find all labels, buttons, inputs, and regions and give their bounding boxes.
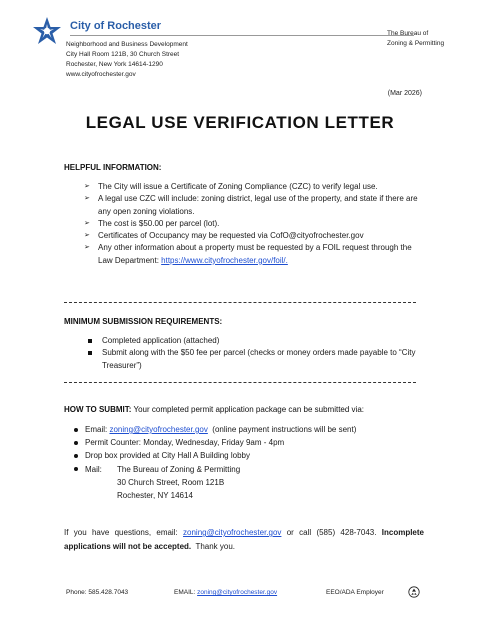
list-item: Permit Counter: Monday, Wednesday, Friday 9am - 4pm — [74, 436, 424, 449]
footer-email: EMAIL: zoning@cityofrochester.gov — [174, 589, 278, 596]
arrow-bullet-icon: ➢ — [84, 219, 90, 227]
arrow-bullet-icon: ➢ — [84, 232, 90, 240]
bullet-icon — [74, 441, 78, 445]
bullet-icon — [74, 467, 78, 471]
email-link[interactable]: zoning@cityofrochester.gov — [197, 589, 278, 596]
list-item: ➢ The City will issue a Certificate of Zoning Compliance (CZC) to verify legal use. — [84, 181, 424, 193]
section-divider — [64, 302, 416, 303]
list-item: Submit along with the $50 fee per parcel (checks or money orders made payable to “City Treasurer”) — [88, 347, 418, 372]
bureau-line: The Bureau of — [387, 30, 429, 37]
list-item: ➢ Any other information about a property must be requested by a FOIL request through the Law Department: https://www.cityofrochester.gov/foil/. — [84, 243, 412, 265]
document-date: (Mar 2026) — [387, 90, 422, 97]
list-item: ➢ Certificates of Occupancy may be requested via CofO@cityofrochester.gov — [84, 230, 424, 242]
submission-methods-list — [74, 423, 424, 502]
dept-website[interactable]: www.cityofrochester.gov — [66, 71, 136, 78]
warning-text: Incomplete applications will not be accepted. — [64, 528, 424, 551]
city-logo-icon — [30, 16, 64, 50]
page-title: LEGAL USE VERIFICATION LETTER — [85, 113, 395, 132]
list-item: Drop box provided at City Hall A Building lobby — [74, 449, 424, 462]
list-item: ➢ A legal use CZC will include: zoning district, legal use of the property, and state if there are any open zoning violations. — [84, 194, 418, 216]
minimum-requirements-list — [88, 335, 418, 372]
footer-eeo: EEO/ADA Employer — [326, 589, 384, 596]
square-bullet-icon — [88, 351, 92, 355]
dept-line: Rochester, New York 14614-1290 — [66, 61, 163, 68]
recycle-icon — [408, 586, 420, 598]
bureau-name — [387, 29, 444, 49]
list-item: Completed application (attached) — [88, 335, 418, 347]
list-item — [74, 463, 424, 503]
contact-paragraph: If you have questions, email: zoning@cityofrochester.gov or call (585) 428-7043. Incomplete applications will not be accepted. Thank you. — [64, 528, 424, 551]
bullet-icon — [74, 454, 78, 458]
email-link[interactable]: zoning@cityofrochester.gov — [109, 425, 208, 434]
department-address — [66, 40, 188, 80]
minimum-requirements-heading: MINIMUM SUBMISSION REQUIREMENTS: — [64, 317, 223, 326]
header-divider — [70, 35, 414, 36]
square-bullet-icon — [88, 339, 92, 343]
how-to-submit-heading: HOW TO SUBMIT: Your completed permit application package can be submitted via: — [64, 405, 364, 414]
arrow-bullet-icon: ➢ — [84, 183, 90, 190]
dept-line: City Hall Room 121B, 30 Church Street — [66, 51, 180, 58]
arrow-bullet-icon: ➢ — [84, 244, 90, 252]
helpful-info-list — [84, 181, 424, 267]
page-footer — [0, 586, 480, 600]
section-divider — [64, 382, 416, 383]
email-link[interactable]: zoning@cityofrochester.gov — [183, 528, 282, 537]
list-item: ➢ The cost is $50.00 per parcel (lot). — [84, 218, 424, 230]
bullet-icon — [74, 428, 78, 432]
foil-link[interactable]: https://www.cityofrochester.gov/foil/. — [161, 255, 288, 265]
list-item: Email: zoning@cityofrochester.gov (online payment instructions will be sent) — [74, 423, 424, 436]
mailing-address: Mail: The Bureau of Zoning & Permitting 30 Church Street, Room 121B Rochester, NY 14614 — [85, 464, 241, 501]
dept-line: Neighborhood and Business Development — [66, 41, 188, 48]
org-name: City of Rochester — [70, 20, 162, 32]
arrow-bullet-icon: ➢ — [84, 195, 90, 203]
bureau-line: Zoning & Permitting — [387, 40, 445, 47]
footer-phone: Phone: 585.428.7043 — [66, 589, 129, 596]
helpful-info-heading: HELPFUL INFORMATION: — [64, 163, 162, 172]
